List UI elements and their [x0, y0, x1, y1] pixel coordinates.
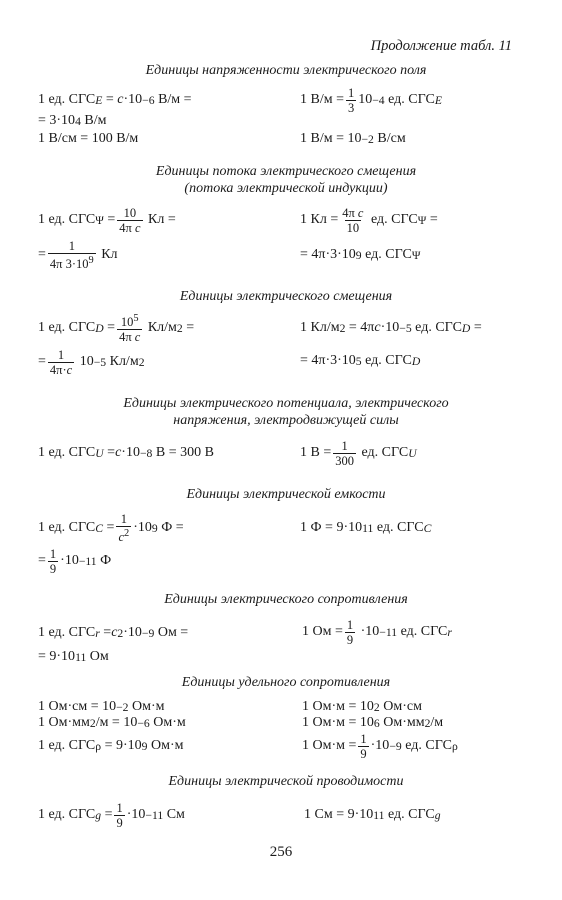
section-title-conductance: Единицы электрической проводимости	[168, 774, 404, 789]
formula-line: = 3·10 4 В/м	[38, 113, 107, 128]
formula-line: 1 Ом·м = $\frac{1}{9}$ ·10 −9 ед. СГС ρ	[302, 731, 458, 761]
formula-line: 1 В/м = $\frac{1}{3}$ 10 −4 ед. СГС E	[300, 85, 443, 115]
section-title-flux: Единицы потока электрического смещения (потока электрической индукции)	[155, 164, 417, 196]
formula-line: = $\frac{1}{4\pi\cdot c}$ 10 −5 Кл/м 2	[38, 347, 145, 377]
formula-line: 1 ед. СГС Ψ = $\frac{10}{\text{4π c}}$ Кл =	[38, 205, 176, 235]
formula-line: 1 ед. СГС D = $\frac{10^5}{\text{4π c}}$ Кл/м 2 =	[38, 312, 195, 345]
formula-line: 1 В/м = 10 −2 В/см	[300, 131, 406, 146]
formula-line: 1 ед. СГС C = $\frac{1}{c^2}$ ·10 9 Ф =	[38, 511, 184, 545]
formula-line: = 4π·3·10 9 ед. СГС Ψ	[300, 247, 421, 262]
formula-line: 1 Ом·см = 10 −2 Ом·м	[38, 699, 165, 714]
formula-line: 1 Ом·м = 10 2 Ом·см	[302, 699, 422, 714]
formula-line: 1 ед. СГС r = c 2 ·10 −9 Ом =	[38, 625, 189, 640]
page-number: 256	[269, 844, 293, 860]
formula-line: 1 Ом = $\frac{1}{9}$ ·10 −11 ед. СГС r	[302, 617, 452, 647]
formula-line: = $\frac{1}{4\pi 3\cdot 10^9}$ Кл	[38, 238, 118, 272]
formula-line: 1 В/см = 100 В/м	[38, 131, 139, 146]
formula-line: = 4π·3·10 5 ед. СГС D	[300, 353, 421, 368]
formula-line: 1 ед. СГС g = $\frac{1}{9}$ ·10 −11 См	[38, 800, 185, 830]
formula-line: 1 Ом·мм 2 /м = 10 −6 Ом·м	[38, 715, 186, 730]
formula-line: 1 См = 9·10 11 ед. СГС g	[304, 807, 441, 822]
formula-line: 1 Ф = 9·10 11 ед. СГС C	[300, 520, 432, 535]
section-title-displacement: Единицы электрического смещения	[179, 289, 393, 304]
formula-line: 1 Кл = $\frac{\text{4π c}}{10}$ ед. СГС Ψ =	[300, 205, 438, 235]
formula-line: 1 ед. СГС U = c ·10 −8 В = 300 В	[38, 445, 214, 460]
table-continuation-header: Продолжение табл. 11	[370, 38, 512, 54]
section-title-field-strength: Единицы напряженности электрического поля	[145, 63, 427, 78]
section-title-resistance: Единицы электрического сопротивления	[164, 592, 408, 607]
section-title-capacitance: Единицы электрической емкости	[186, 487, 386, 502]
formula-line: = 9·10 11 Ом	[38, 649, 109, 664]
formula-line: 1 Ом·м = 10 6 Ом·мм 2 /м	[302, 715, 444, 730]
section-title-potential: Единицы электрического потенциала, электрического напряжения, электродвижущей силы	[123, 396, 449, 428]
formula-line: 1 ед. СГС E = c ·10 −6 В/м =	[38, 92, 192, 107]
formula-line: 1 Кл/м 2 = 4π c ·10 −5 ед. СГС D =	[300, 320, 482, 335]
section-title-resistivity: Единицы удельного сопротивления	[181, 675, 391, 690]
formula-line: 1 В = $\frac{1}{300}$ ед. СГС U	[300, 438, 417, 468]
formula-line: = $\frac{1}{9}$ ·10 −11 Ф	[38, 546, 112, 576]
formula-line: 1 ед. СГС ρ = 9·10 9 Ом·м	[38, 738, 184, 753]
